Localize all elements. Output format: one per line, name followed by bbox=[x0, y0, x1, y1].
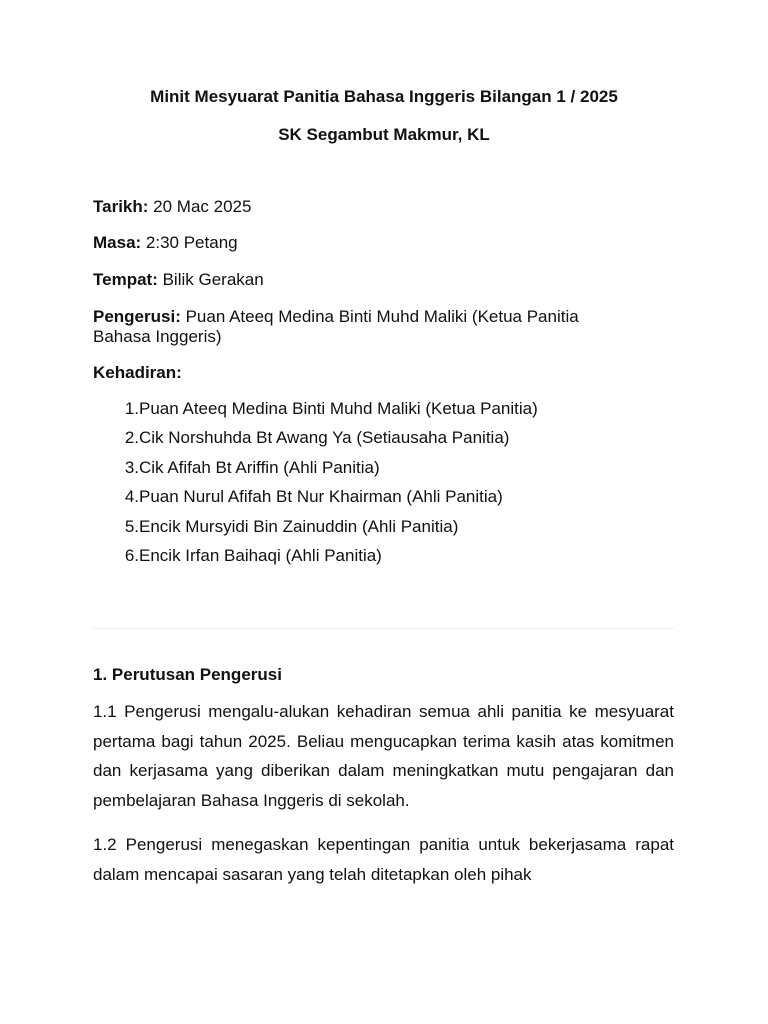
paragraph-1-2: 1.2 Pengerusi menegaskan kepentingan panitia untuk bekerjasama rapat dalam mencapai sasaran yang telah ditetapkan oleh pihak bbox=[93, 835, 674, 884]
list-item-number: 3. bbox=[124, 457, 139, 477]
section-divider bbox=[93, 628, 674, 629]
field-value-tempat: Bilik Gerakan bbox=[157, 270, 264, 289]
list-item-text: Encik Irfan Baihaqi (Ahli Panitia) bbox=[139, 545, 382, 565]
section-heading: 1. Perutusan Pengerusi bbox=[93, 665, 282, 684]
list-item-number: 4. bbox=[124, 487, 139, 507]
field-label-kehadiran: Kehadiran: bbox=[93, 363, 182, 382]
list-item-number: 2. bbox=[124, 428, 139, 448]
list-item bbox=[93, 517, 653, 546]
list-item-text: Cik Norshuhda Bt Awang Ya (Setiausaha Panitia) bbox=[139, 428, 510, 448]
document-subtitle: SK Segambut Makmur, KL bbox=[278, 125, 490, 144]
field-value-masa: 2:30 Petang bbox=[141, 233, 238, 252]
field-tempat bbox=[93, 270, 633, 290]
field-label-pengerusi: Pengerusi: bbox=[93, 307, 181, 326]
field-tarikh bbox=[93, 197, 633, 217]
field-label-tempat: Tempat: bbox=[93, 270, 158, 289]
paragraph-1-1: 1.1 Pengerusi mengalu-alukan kehadiran semua ahli panitia ke mesyuarat pertama bagi tahun 2025. Beliau mengucapkan terima kasih atas komitmen dan kerjasama yang diberikan dalam meningkatkan mutu pengajaran dan pembelajaran Bahasa Inggeris di sekolah. bbox=[93, 702, 674, 810]
field-pengerusi bbox=[93, 307, 633, 347]
field-label-tarikh: Tarikh: bbox=[93, 197, 149, 216]
list-item bbox=[93, 399, 653, 428]
field-label-masa: Masa: bbox=[93, 233, 142, 252]
field-value-tarikh: 20 Mac 2025 bbox=[148, 197, 252, 216]
field-masa bbox=[93, 233, 633, 253]
list-item bbox=[93, 546, 653, 575]
list-item-number: 6. bbox=[124, 545, 139, 565]
field-value-pengerusi: Puan Ateeq Medina Binti Muhd Maliki (Ketua Panitia Bahasa Inggeris) bbox=[93, 307, 579, 346]
list-item-text: Cik Afifah Bt Ariffin (Ahli Panitia) bbox=[139, 457, 380, 477]
list-item bbox=[93, 458, 653, 487]
list-item-text: Puan Nurul Afifah Bt Nur Khairman (Ahli Panitia) bbox=[139, 487, 503, 507]
attendance-list bbox=[93, 399, 653, 575]
list-item bbox=[93, 487, 653, 516]
list-item-number: 1. bbox=[124, 399, 139, 418]
list-item-number: 5. bbox=[124, 516, 139, 536]
document-title: Minit Mesyuarat Panitia Bahasa Inggeris Bilangan 1 / 2025 bbox=[150, 87, 618, 106]
list-item-text: Puan Ateeq Medina Binti Muhd Maliki (Ketua Panitia) bbox=[139, 399, 538, 418]
list-item bbox=[93, 428, 653, 457]
list-item-text: Encik Mursyidi Bin Zainuddin (Ahli Panitia) bbox=[139, 516, 459, 536]
